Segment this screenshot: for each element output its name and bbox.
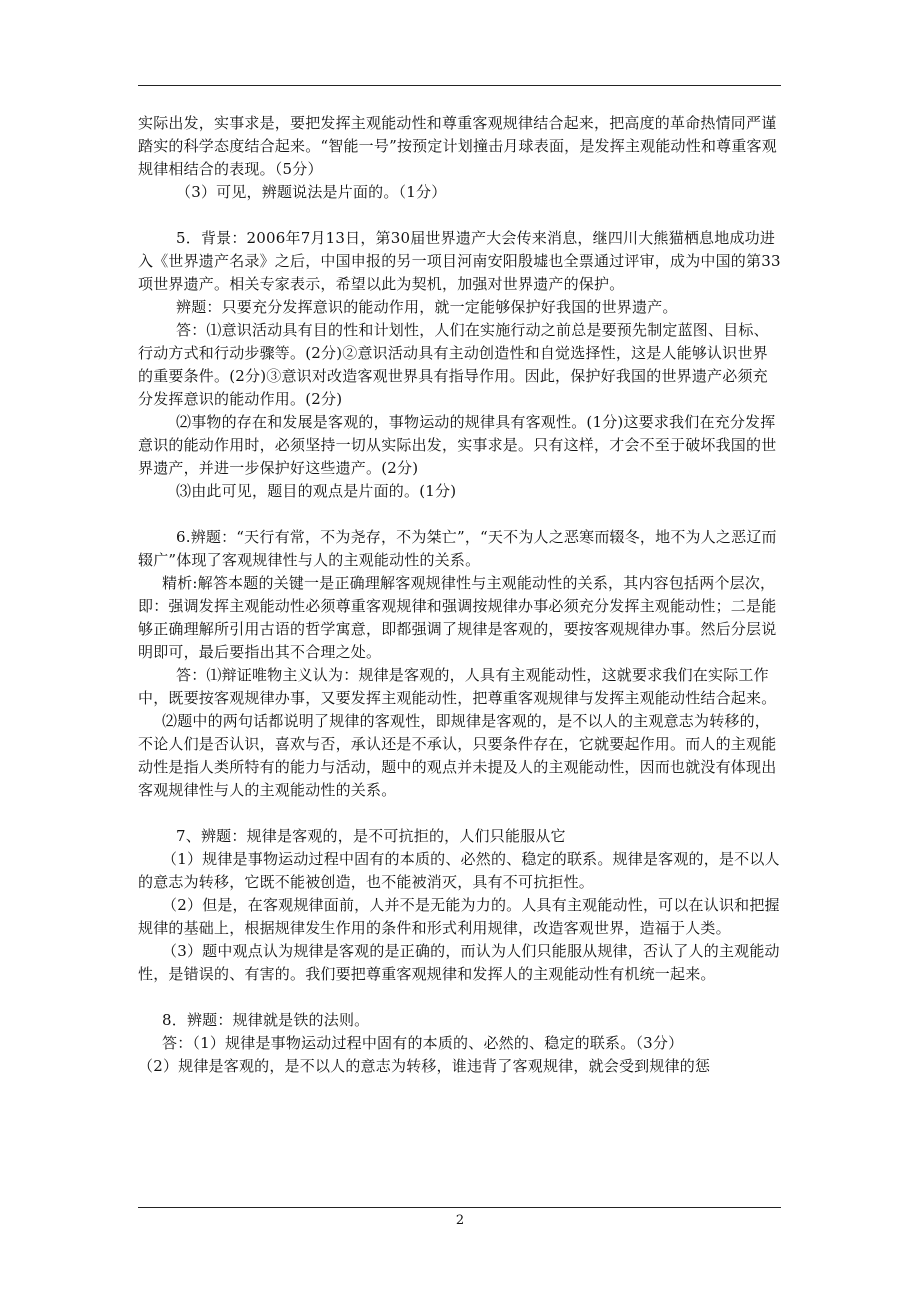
paragraph: 辨题：只要充分发挥意识的能动作用，就一定能够保护好我国的世界遗产。 xyxy=(176,298,678,316)
question-heading: 5．背景：2006年7月13日，第30届世界遗产大会传来消息，继四川大熊猫栖息地成功进入《世界遗产名录》之后，中国申报的另一项目河南安阳殷墟也全票通过评审，成为中国的第33项世界遗产。相关专家表示，希望以此为契机，加强对世界遗产的保护。 xyxy=(138,229,781,293)
paragraph: ⑵事物的存在和发展是客观的，事物运动的规律具有客观性。(1分)这要求我们在充分发挥意识的能动作用时，必须坚持一切从实际出发，实事求是。只有这样，才会不至于破坏我国的世界遗产，并进一步保护好这些遗产。(2分) xyxy=(138,413,777,477)
paragraph: （2）但是，在客观规律面前，人并不是无能为力的。人具有主观能动性，可以在认识和把握规律的基础上，根据规律发生作用的条件和形式利用规律，改造客观世界，造福于人类。 xyxy=(138,896,780,937)
paragraph: ⑶由此可见，题目的观点是片面的。(1分) xyxy=(176,482,457,500)
paragraph: （3）题中观点认为规律是客观的是正确的，而认为人们只能服从规律，否认了人的主观能动性，是错误的、有害的。我们要把尊重客观规律和发挥人的主观能动性有机统一起来。 xyxy=(138,942,780,983)
paragraph: （2）规律是客观的，是不以人的意志为转移，谁违背了客观规律，就会受到规律的惩 xyxy=(138,1057,711,1075)
question-heading: 8．辨题：规律就是铁的法则。 xyxy=(162,1011,370,1029)
paragraph: 实际出发，实事求是，要把发挥主观能动性和尊重客观规律结合起来，把高度的革命热情同严谨踏实的科学态度结合起来。“智能一号”按预定计划撞击月球表面，是发挥主观能动性和尊重客观规律相结合的表现。（5分） xyxy=(138,114,777,178)
footer-rule xyxy=(138,1207,781,1208)
paragraph: （1）规律是事物运动过程中固有的本质的、必然的、稳定的联系。规律是客观的，是不以人的意志为转移，它既不能被创造，也不能被消灭，具有不可抗拒性。 xyxy=(138,850,780,891)
paragraph: 答：⑴辩证唯物主义认为：规律是客观的，人具有主观能动性，这就要求我们在实际工作中，既要按客观规律办事，又要发挥主观能动性，把尊重客观规律与发挥主观能动性结合起来。 xyxy=(138,666,777,707)
paragraph: 答：（1）规律是事物运动过程中固有的本质的、必然的、稳定的联系。（3分） xyxy=(162,1034,684,1052)
question-heading: 7、辨题：规律是客观的，是不可抗拒的，人们只能服从它 xyxy=(176,827,566,845)
paragraph: （3）可见，辨题说法是片面的。（1分） xyxy=(176,183,447,201)
paragraph: 精析:解答本题的关键一是正确理解客观规律性与主观能动性的关系，其内容包括两个层次，即：强调发挥主观能动性必须尊重客观规律和强调按规律办事必须充分发挥主观能动性；二是能够正确理解所引用古语的哲学寓意，即都强调了规律是客观的，要按客观规律办事。然后分层说明即可，最后要指出其不合理之处。 xyxy=(138,574,777,661)
paragraph: ⑵题中的两句话都说明了规律的客观性，即规律是客观的，是不以人的主观意志为转移的，不论人们是否认识，喜欢与否，承认还是不承认，只要条件存在，它就要起作用。而人的主观能动性是指人类所特有的能力与活动，题中的观点并未提及人的主观能动性，因而也就没有体现出客观规律性与人的主观能动性的关系。 xyxy=(138,712,777,799)
document-body xyxy=(138,112,781,1078)
header-rule xyxy=(138,85,781,86)
paragraph: 答：⑴意识活动具有目的性和计划性，人们在实施行动之前总是要预先制定蓝图、目标、行动方式和行动步骤等。(2分)②意识活动具有主动创造性和自觉选择性，这是人能够认识世界的重要条件。(2分)③意识对改造客观世界具有指导作用。因此，保护好我国的世界遗产必须充分发挥意识的能动作用。(2分) xyxy=(138,321,769,408)
question-heading: 6.辨题：“天行有常，不为尧存，不为桀亡”，“天不为人之恶寒而辍冬，地不为人之恶辽而辍广”体现了客观规律性与人的主观能动性的关系。 xyxy=(138,528,777,569)
page-number: 2 xyxy=(455,1213,465,1228)
